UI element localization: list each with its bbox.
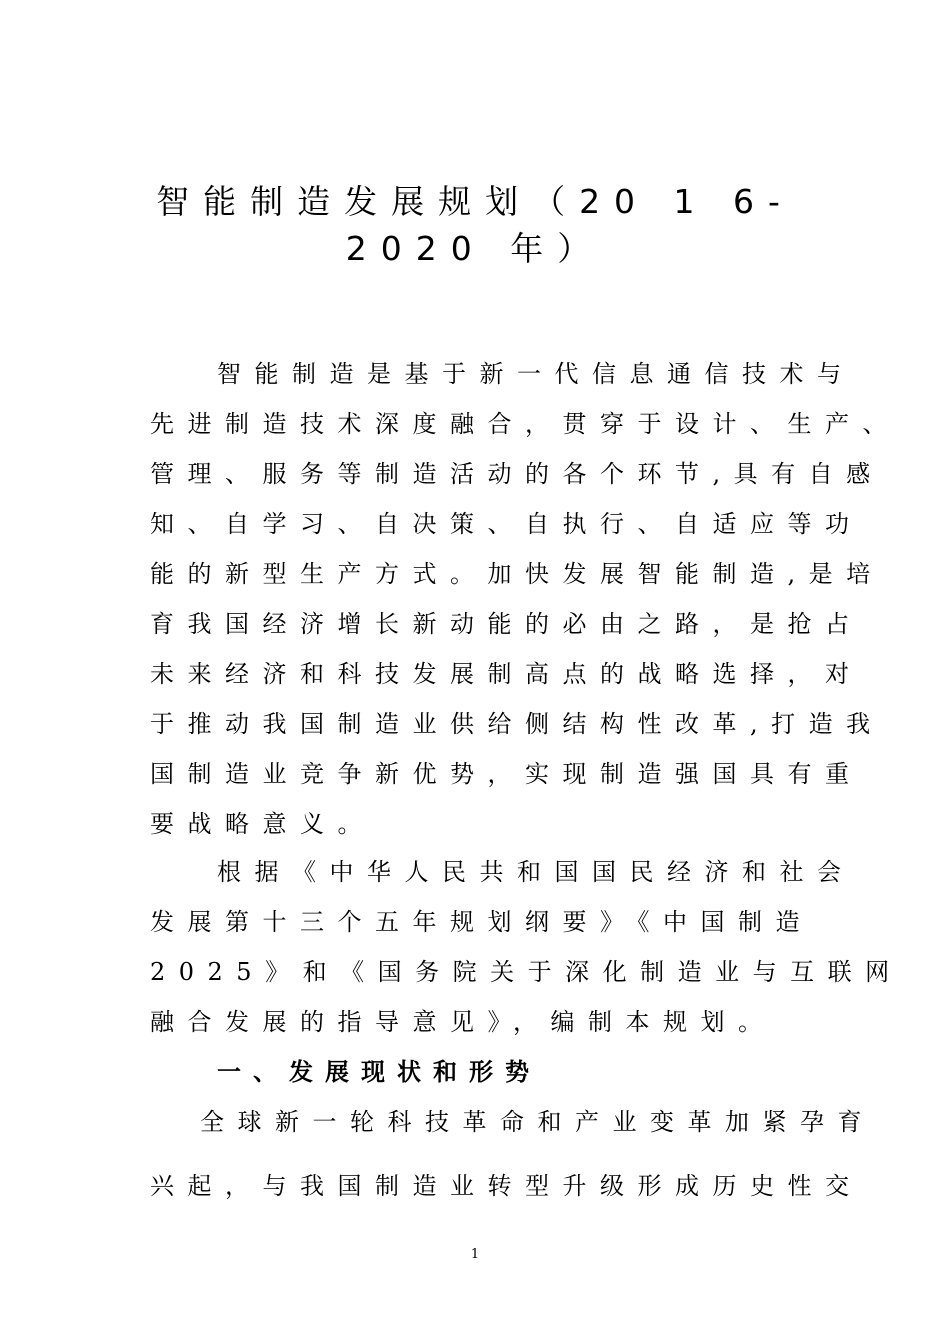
paragraph-line: 兴起，与我国制造业转型升级形成历史性交 (150, 1172, 863, 1200)
paragraph-line: 国制造业竞争新优势，实现制造强国具有重 (150, 760, 863, 788)
page-number: 1 (470, 1247, 480, 1262)
section-heading: 一、发展现状和形势 (217, 1058, 541, 1086)
paragraph-line: 管理、服务等制造活动的各个环节,具有自感 (150, 460, 884, 488)
paragraph-line: 能的新型生产方式。加快发展智能制造,是培 (150, 560, 884, 588)
paragraph-line: 未来经济和科技发展制高点的战略选择，对 (150, 660, 863, 688)
paragraph-line: 智能制造是基于新一代信息通信技术与 (217, 360, 855, 388)
document-title-line-1: 智能制造发展规划（20 1 6- (156, 182, 794, 221)
paragraph-line: 全球新一轮科技革命和产业变革加紧孕育 (200, 1108, 875, 1136)
paragraph-line: 先进制造技术深度融合，贯穿于设计、生产、 (150, 410, 900, 438)
paragraph-line: 要战略意义。 (150, 810, 375, 838)
paragraph-line: 育我国经济增长新动能的必由之路，是抢占 (150, 610, 863, 638)
paragraph-line: 知、自学习、自决策、自执行、自适应等功 (150, 510, 863, 538)
paragraph-line: 2025》和《国务院关于深化制造业与互联网 (150, 958, 903, 986)
paragraph-line: 融合发展的指导意见》，编制本规划。 (150, 1008, 776, 1036)
paragraph-line: 于推动我国制造业供给侧结构性改革,打造我 (150, 710, 884, 738)
paragraph-line: 发展第十三个五年规划纲要》《中国制造 (150, 908, 813, 936)
paragraph-line: 根据《中华人民共和国国民经济和社会 (217, 858, 855, 886)
document-title-line-2: 2020 年） (345, 229, 605, 268)
